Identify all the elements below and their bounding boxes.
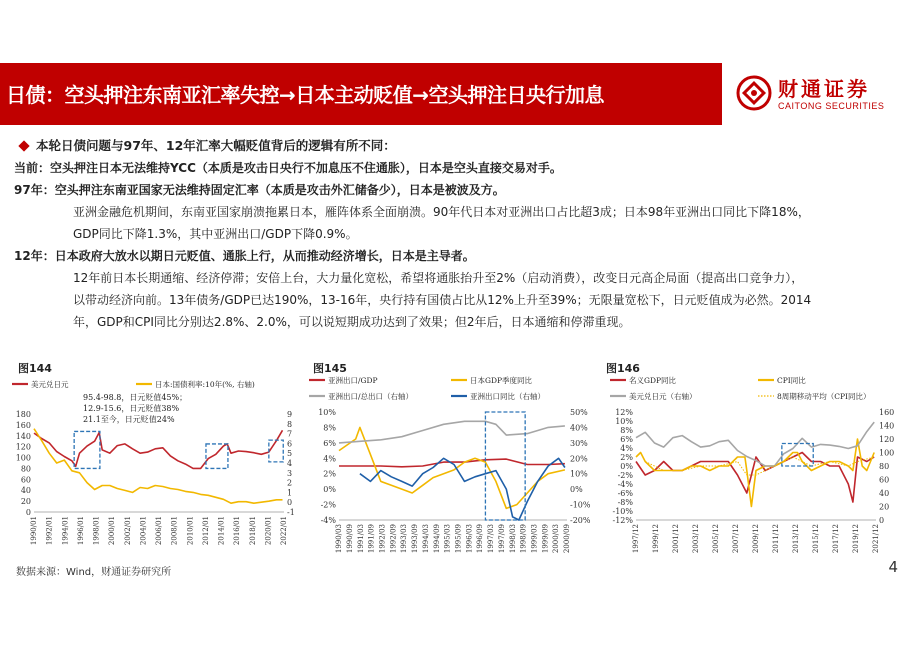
y-tick-label-right: 100: [879, 448, 895, 458]
y-tick-label-right: 40: [879, 489, 890, 498]
x-tick-label: 2004/01: [139, 516, 148, 546]
x-tick-label: 1993/09: [411, 524, 420, 554]
y-tick-label-right: 6: [287, 439, 293, 449]
legend-label: 8周期移动平均（CPI同比）: [777, 392, 871, 401]
x-tick-label: 2005/12: [712, 524, 721, 554]
x-tick-label: 1992/03: [378, 524, 387, 554]
x-tick-label: 2002/01: [123, 516, 132, 546]
current-point: 当前：空头押注日本无法维持YCC（本质是攻击日央行不加息压不住通胀），日本是空头直接交易对手。: [14, 161, 562, 175]
series-line: [360, 458, 565, 520]
y-tick-label-left: -2%: [320, 500, 336, 510]
y-tick-label-right: 20: [879, 502, 890, 512]
x-tick-label: 1996/03: [465, 524, 474, 554]
y-tick-label-right: 140: [879, 421, 895, 431]
y-tick-label-right: 7: [287, 429, 293, 439]
chart-145: [305, 374, 605, 554]
x-tick-label: 2008/01: [170, 516, 179, 546]
x-tick-label: 1999/09: [541, 524, 550, 554]
annotation-text: 95.4-98.8，日元贬值45%；: [83, 393, 188, 402]
y-tick-label-left: 40: [20, 486, 31, 496]
y-tick-label-left: 2%: [323, 469, 336, 479]
y-tick-label-left: -8%: [617, 498, 633, 507]
legend-label: 名义GDP同比: [629, 376, 677, 385]
y-tick-label-left: -2%: [617, 471, 633, 480]
y-tick-label-right: 50%: [570, 408, 588, 417]
highlight-box: [269, 440, 283, 462]
x-tick-label: 1990/03: [335, 524, 344, 554]
y-tick-label-right: 1: [287, 488, 293, 498]
logo-text-en: CAITONG SECURITIES: [778, 101, 885, 111]
chart-title-144: 图144: [18, 362, 52, 375]
highlight-box: [206, 444, 228, 469]
y-tick-label-left: 140: [15, 431, 31, 441]
y-tick-label-right: 5: [287, 449, 293, 459]
x-tick-label: 2022/01: [280, 516, 289, 546]
x-tick-label: 1998/01: [92, 516, 101, 546]
series-line: [339, 427, 565, 508]
legend-label: 亚洲出口同比（右轴）: [470, 392, 545, 401]
y-tick-label-left: 8%: [323, 423, 336, 433]
x-tick-label: 1991/09: [367, 524, 376, 554]
y-tick-label-right: 60: [879, 475, 890, 485]
legend-label: 美元兑日元: [31, 380, 69, 389]
chart-144: [8, 374, 308, 554]
x-tick-label: 1999/03: [530, 524, 539, 554]
y97-point: 97年：空头押注东南亚国家无法维持固定汇率（本质是攻击外汇储备少），日本是被波及方。: [14, 183, 505, 197]
y-tick-label-left: 2%: [620, 453, 633, 462]
x-tick-label: 1990/01: [30, 516, 39, 546]
x-tick-label: 1994/09: [432, 524, 441, 554]
y-tick-label-left: 60: [20, 475, 31, 485]
x-tick-label: 2011/12: [772, 524, 781, 554]
x-tick-label: 2007/12: [732, 524, 741, 554]
y-tick-label-left: -10%: [612, 507, 633, 516]
data-source: 数据来源：Wind，财通证券研究所: [16, 567, 172, 578]
x-tick-label: 1992/09: [389, 524, 398, 554]
legend-label: 日本GDP季度同比: [470, 376, 533, 385]
x-tick-label: 1998/03: [508, 524, 517, 554]
y-tick-label-right: 80: [879, 462, 890, 471]
series-line: [34, 430, 283, 468]
x-tick-label: 2006/01: [155, 516, 164, 546]
chart-title-146: 图146: [606, 362, 640, 375]
x-tick-label: 1997/03: [487, 524, 496, 554]
y-tick-label-left: -4%: [320, 516, 336, 525]
y-tick-label-right: 30%: [570, 438, 588, 448]
y-tick-label-left: -12%: [612, 516, 633, 525]
x-tick-label: 2012/01: [201, 516, 210, 546]
y12-detail-3: 年，GDP和CPI同比分别达2.8%、2.0%，可以说短期成功达到了效果；但2年后，日本通缩和停滞重现。: [73, 315, 631, 329]
y-tick-label-left: -4%: [617, 480, 633, 489]
y-tick-label-left: 8%: [620, 426, 633, 435]
chart-146: [606, 374, 912, 554]
series-line: [636, 422, 874, 466]
x-tick-label: 2015/12: [812, 524, 821, 554]
annotation-text: 21.1至今，日元贬值24%: [83, 415, 175, 424]
logo-text-cn: 财通证券: [778, 77, 870, 101]
series-line: [636, 439, 874, 507]
x-tick-label: 2016/01: [233, 516, 242, 546]
series-line: [339, 421, 565, 443]
annotation-text: 12.9-15.6，日元贬值38%: [83, 404, 180, 413]
x-tick-label: 1996/01: [76, 516, 85, 546]
legend-label: 亚洲出口/总出口（右轴）: [328, 392, 414, 401]
y-tick-label-right: 4: [287, 459, 293, 468]
y-tick-label-left: 180: [15, 410, 31, 419]
y-tick-label-left: 0%: [323, 485, 336, 495]
x-tick-label: 1990/09: [345, 524, 354, 554]
y-tick-label-left: 6%: [323, 438, 336, 448]
y-tick-label-right: 0: [879, 516, 885, 525]
y97-detail-2: GDP同比下降1.3%，其中亚洲出口/GDP下降0.9%。: [73, 227, 358, 241]
y-tick-label-right: 20%: [570, 454, 588, 464]
y12-detail-2: 以带动经济向前。13年债务/GDP已达190%，13-16年，央行持有国债占比从12%上升至39%；无限量宽松下，日元贬值成为必然。2014: [73, 293, 812, 307]
x-tick-label: 2003/12: [692, 524, 701, 554]
x-tick-label: 2013/12: [792, 524, 801, 554]
y-tick-label-right: 3: [287, 468, 293, 478]
y-tick-label-right: -20%: [570, 516, 591, 525]
bullet-title: 本轮日债问题与97年、12年汇率大幅贬值背后的逻辑有所不同：: [36, 138, 396, 153]
y-tick-label-left: 80: [20, 464, 31, 474]
y-tick-label-left: 160: [15, 420, 31, 430]
legend-label: 亚洲出口/GDP: [328, 376, 378, 385]
x-tick-label: 2000/09: [563, 524, 572, 554]
x-tick-label: 2014/01: [217, 516, 226, 546]
x-tick-label: 2009/12: [752, 524, 761, 554]
y-tick-label-right: 0: [287, 498, 293, 508]
y-tick-label-left: 10%: [615, 417, 633, 426]
legend-label: CPI同比: [777, 376, 806, 385]
y12-point: 12年：日本政府大放水以期日元贬值、通胀上行，从而推动经济增长，日本是主导者。: [14, 249, 475, 263]
x-tick-label: 1997/12: [632, 524, 641, 554]
x-tick-label: 2001/12: [672, 524, 681, 554]
x-tick-label: 1998/09: [519, 524, 528, 554]
y-tick-label-left: 12%: [615, 408, 633, 417]
y-tick-label-left: 0%: [620, 462, 633, 471]
header-band: [0, 63, 920, 125]
y-tick-label-right: 120: [879, 435, 895, 444]
x-tick-label: 1997/09: [497, 524, 506, 554]
y-tick-label-left: 20: [20, 497, 31, 507]
y12-detail-1: 12年前日本长期通缩、经济停滞；安倍上台，大力量化宽松，希望将通胀抬升至2%（启动消费），改变日元高企局面（提高出口竞争力），: [73, 271, 804, 285]
y-tick-label-left: 120: [15, 442, 31, 452]
y-tick-label-left: -6%: [617, 489, 633, 498]
x-tick-label: 1992/01: [45, 516, 54, 546]
company-logo: [720, 63, 920, 125]
x-tick-label: 2010/01: [186, 516, 195, 546]
page-number: 4: [888, 558, 898, 576]
logo-mark-icon: [736, 75, 772, 111]
legend-label: 美元兑日元（右轴）: [629, 392, 697, 401]
y-tick-label-left: 4%: [323, 454, 336, 464]
y-tick-label-right: 40%: [570, 423, 588, 433]
x-tick-label: 1994/01: [61, 516, 70, 546]
y-tick-label-right: 0%: [570, 485, 583, 495]
x-tick-label: 1994/03: [421, 524, 430, 554]
y-tick-label-right: 10%: [570, 469, 588, 479]
x-tick-label: 2021/12: [872, 524, 881, 554]
x-tick-label: 1993/03: [400, 524, 409, 554]
y-tick-label-left: 0: [25, 508, 31, 517]
y-tick-label-left: 100: [15, 453, 31, 463]
legend-label: 日本:国债利率:10年(%, 右轴): [155, 380, 255, 389]
chart-title-145: 图145: [313, 362, 347, 375]
x-tick-label: 1999/12: [652, 524, 661, 554]
x-tick-label: 2018/01: [248, 516, 257, 546]
page-title: 日债：空头押注东南亚汇率失控→日本主动贬值→空头押注日央行加息: [6, 83, 605, 107]
y-tick-label-right: 160: [879, 408, 895, 417]
x-tick-label: 2020/01: [264, 516, 273, 546]
y-tick-label-right: 2: [287, 478, 293, 488]
y-tick-label-left: 10%: [318, 408, 336, 417]
series-line: [34, 429, 283, 504]
y-tick-label-left: 6%: [620, 435, 633, 444]
x-tick-label: 1995/09: [454, 524, 463, 554]
x-tick-label: 2017/12: [832, 524, 841, 554]
x-tick-label: 1996/09: [476, 524, 485, 554]
x-tick-label: 2000/03: [552, 524, 561, 554]
y-tick-label-left: 4%: [620, 444, 633, 453]
body-text: [14, 135, 904, 333]
x-tick-label: 2019/12: [852, 524, 861, 554]
y-tick-label-right: 8: [287, 419, 293, 429]
diamond-bullet-icon: [18, 140, 29, 151]
x-tick-label: 2000/01: [108, 516, 117, 546]
y-tick-label-right: -10%: [570, 500, 591, 510]
x-tick-label: 1991/03: [356, 524, 365, 554]
bullet-line: [14, 135, 904, 157]
x-tick-label: 1995/03: [443, 524, 452, 554]
y-tick-label-right: -1: [287, 508, 295, 517]
y97-detail-1: 亚洲金融危机期间，东南亚国家崩溃拖累日本，雁阵体系全面崩溃。90年代日本对亚洲出口占比超3成；日本98年亚洲出口同比下降18%，: [73, 205, 810, 219]
y-tick-label-right: 9: [287, 410, 293, 419]
